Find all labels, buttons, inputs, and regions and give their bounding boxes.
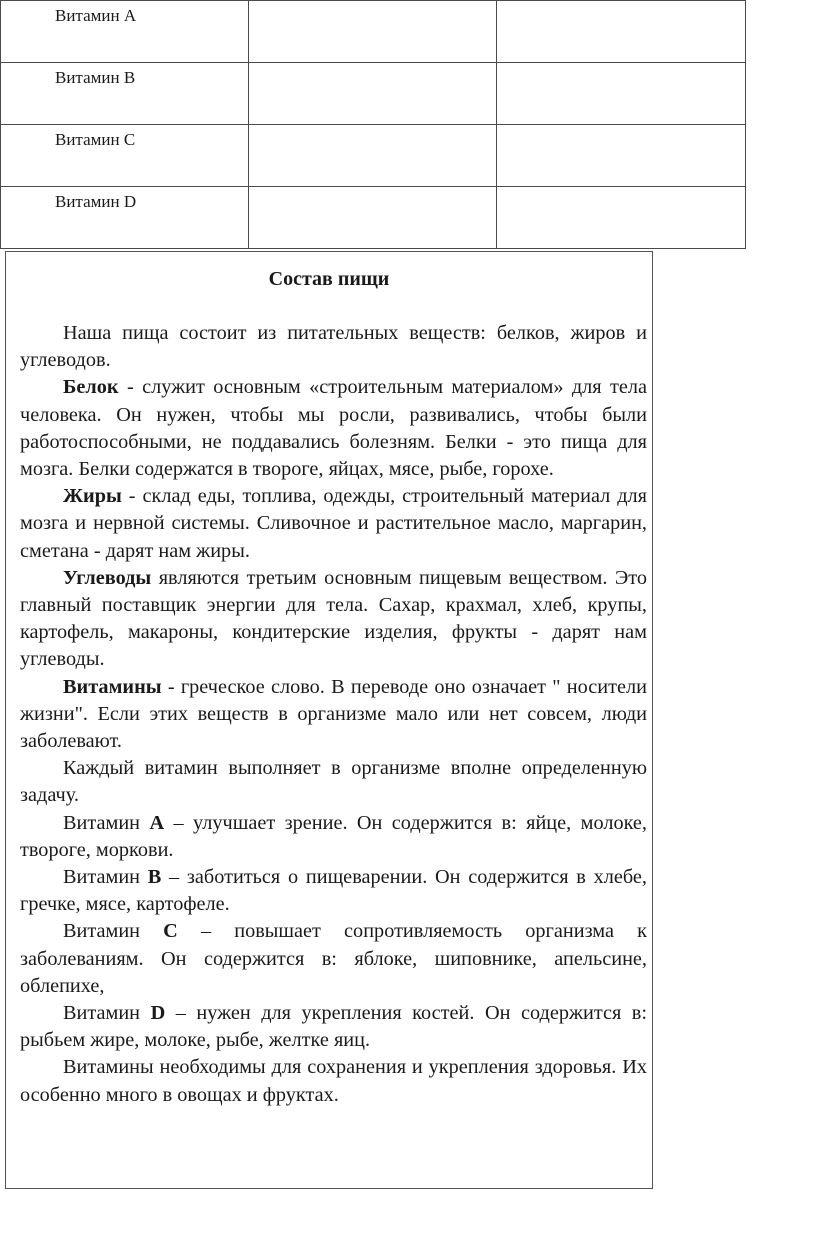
fats-text: - склад еды, топлива, одежды, строительный материал для мозга и нервной системы. Сливочное и растительное масло, маргарин, сметана - дарят нам жиры. [20, 485, 647, 562]
vitamins-text: - греческое слово. В переводе оно означает " носители жизни". Если этих веществ в организме мало или нет совсем, люди заболевают. [20, 675, 647, 753]
vitamin-c-prefix: Витамин [63, 920, 164, 943]
paragraph-intro: Наша пища состоит из питательных веществ: белков, жиров и углеводов. [20, 322, 647, 372]
table-cell-label [1, 1, 249, 63]
table-row [1, 125, 746, 187]
table-cell-empty[interactable] [249, 187, 497, 249]
term-carbs: Углеводы [63, 566, 152, 589]
table-row [1, 1, 746, 63]
table-cell-empty[interactable] [249, 63, 497, 125]
vitamin-d-letter: D [150, 1002, 166, 1025]
article-title: Состав пищи [268, 268, 390, 290]
vitamin-d-text: – нужен для укрепления костей. Он содержится в: рыбьем жире, молоке, рыбе, желтке яиц. [20, 1002, 648, 1052]
vitamin-label: Витамин А [55, 6, 137, 25]
article-box [5, 251, 653, 1189]
term-protein: Белок [63, 376, 119, 399]
carbs-text: являются третьим основным пищевым веществом. Это главный поставщик энергии для тела. Сахар, крахмал, хлеб, крупы, картофель, макароны, кондитерские изделия, фрукты - дарят нам углеводы. [20, 566, 647, 671]
article-body [20, 320, 647, 1109]
paragraph-each-vitamin: Каждый витамин выполняет в организме вполне определенную задачу. [20, 757, 647, 807]
table-cell-label [1, 125, 249, 187]
vitamin-a-letter: А [149, 811, 165, 834]
table-row [1, 187, 746, 249]
vitamin-b-text: – заботиться о пищеварении. Он содержится в хлебе, гречке, мясе, картофеле. [20, 866, 647, 916]
table-row [1, 63, 746, 125]
vitamin-c-letter: С [163, 920, 178, 943]
table-cell-empty[interactable] [249, 1, 497, 63]
vitamin-label: Витамин В [55, 68, 136, 87]
paragraph-carbs [20, 565, 647, 674]
term-vitamins: Витамины [63, 675, 162, 698]
paragraph-vitamin-b [20, 864, 647, 918]
table-cell-label [1, 63, 249, 125]
protein-text: - служит основным «строительным материалом» для тела человека. Он нужен, чтобы мы росли, развивались, чтобы были работоспособными, не поддавались болезням. Белки - это пища для мозга. Белки содержатся в твороге, яйцах, мясе, рыбе, горохе. [20, 376, 647, 481]
vitamin-b-letter: В [147, 866, 162, 889]
table-cell-empty[interactable] [497, 1, 746, 63]
vitamin-d-prefix: Витамин [63, 1002, 151, 1025]
term-fats: Жиры [63, 485, 122, 508]
paragraph-conclusion: Витамины необходимы для сохранения и укрепления здоровья. Их особенно много в овощах и фруктах. [20, 1056, 647, 1106]
paragraph-vitamin-c [20, 918, 647, 1000]
vitamin-a-prefix: Витамин [63, 811, 150, 834]
table-cell-empty[interactable] [249, 125, 497, 187]
paragraph-protein [20, 374, 647, 483]
table-cell-empty[interactable] [497, 187, 746, 249]
vitamin-label: Витамин С [55, 130, 136, 149]
paragraph-vitamin-d [20, 1000, 647, 1054]
table-cell-label [1, 187, 249, 249]
vitamin-b-prefix: Витамин [63, 866, 148, 889]
paragraph-vitamin-a [20, 810, 647, 864]
table-cell-empty[interactable] [497, 125, 746, 187]
vitamin-c-text: – повышает сопротивляемость организма к заболеваниям. Он содержится в: яблоке, шиповнике, апельсине, облепихе, [20, 920, 647, 997]
paragraph-fats [20, 483, 647, 565]
paragraph-vitamins [20, 674, 647, 756]
table-cell-empty[interactable] [497, 63, 746, 125]
vitamin-a-text: – улучшает зрение. Он содержится в: яйце, молоке, твороге, моркови. [20, 811, 648, 861]
vitamin-table [0, 0, 746, 249]
vitamin-label: Витамин D [55, 192, 137, 211]
